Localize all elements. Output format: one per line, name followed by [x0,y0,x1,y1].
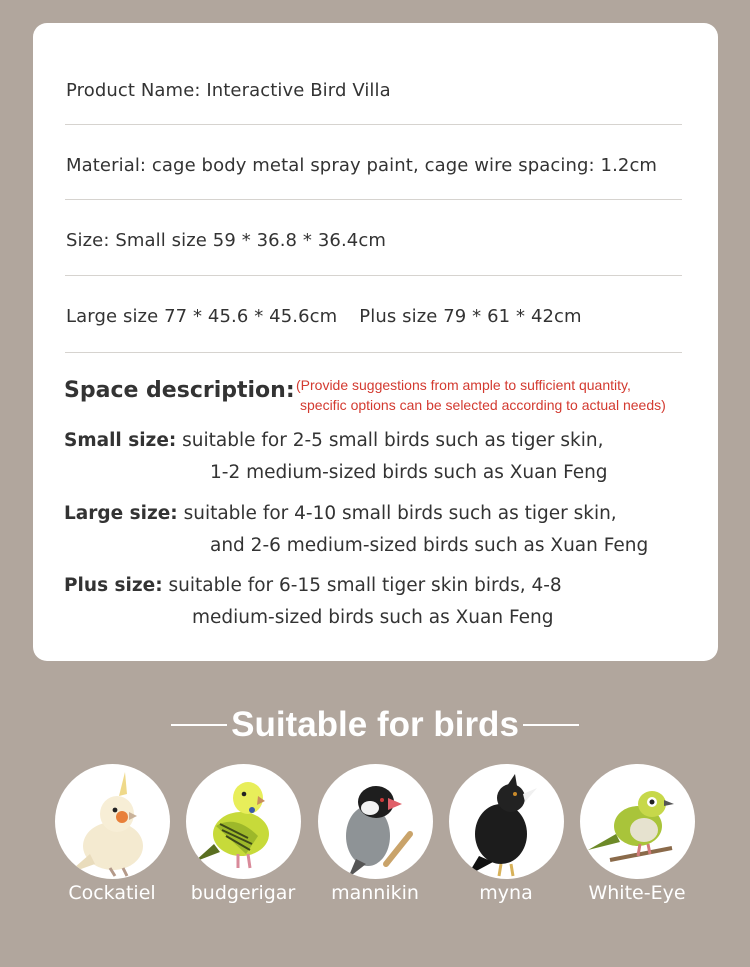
white-eye-label: White-Eye [588,882,686,904]
divider [65,124,682,125]
small-size-label: Small size: [64,430,177,451]
size-large-spec [66,306,582,327]
large-size-line-1: suitable for 4-10 small birds such as tiger skin, [177,503,617,524]
suitable-birds-title: Suitable for birds [231,705,519,744]
plus-size-label: Plus size: [64,575,163,596]
budgerigar-label: budgerigar [190,882,296,904]
myna-image [449,764,564,879]
space-description-title: Space description: [64,378,295,403]
note-line-1: (Provide suggestions from ample to sufficient quantity, [296,377,631,393]
info-card [33,23,718,661]
note-line-2: specific options can be selected according to actual needs) [300,397,666,413]
myna-label: myna [479,882,533,904]
cockatiel-label: Cockatiel [68,882,156,904]
small-size-line-2: 1-2 medium-sized birds such as Xuan Feng [210,462,608,483]
material-spec: Material: cage body metal spray paint, cage wire spacing: 1.2cm [66,155,658,176]
cockatiel-image [55,764,170,879]
size-small-spec: Size: Small size 59 * 36.8 * 36.4cm [66,230,386,251]
suitable-birds-heading [0,705,750,745]
divider [65,199,682,200]
size-plus-text: Plus size 79 * 61 * 42cm [359,306,582,327]
white-eye-image [580,764,695,879]
heading-dash-right [523,724,579,726]
mannikin-image [318,764,433,879]
plus-size-line-1: suitable for 6-15 small tiger skin birds, 4-8 [162,575,562,596]
plus-size-line-2: medium-sized birds such as Xuan Feng [192,607,554,628]
plus-size-description [64,575,562,596]
budgerigar-image [186,764,301,879]
small-size-description [64,430,604,451]
size-large-text: Large size 77 * 45.6 * 45.6cm [66,306,338,327]
heading-dash-left [171,724,227,726]
mannikin-label: mannikin [331,882,419,904]
large-size-description [64,503,617,524]
large-size-label: Large size: [64,503,178,524]
divider [65,275,682,276]
divider [65,352,682,353]
small-size-line-1: suitable for 2-5 small birds such as tiger skin, [176,430,604,451]
space-description-note [296,375,666,415]
large-size-line-2: and 2-6 medium-sized birds such as Xuan Feng [210,535,649,556]
product-name: Product Name: Interactive Bird Villa [66,80,391,101]
